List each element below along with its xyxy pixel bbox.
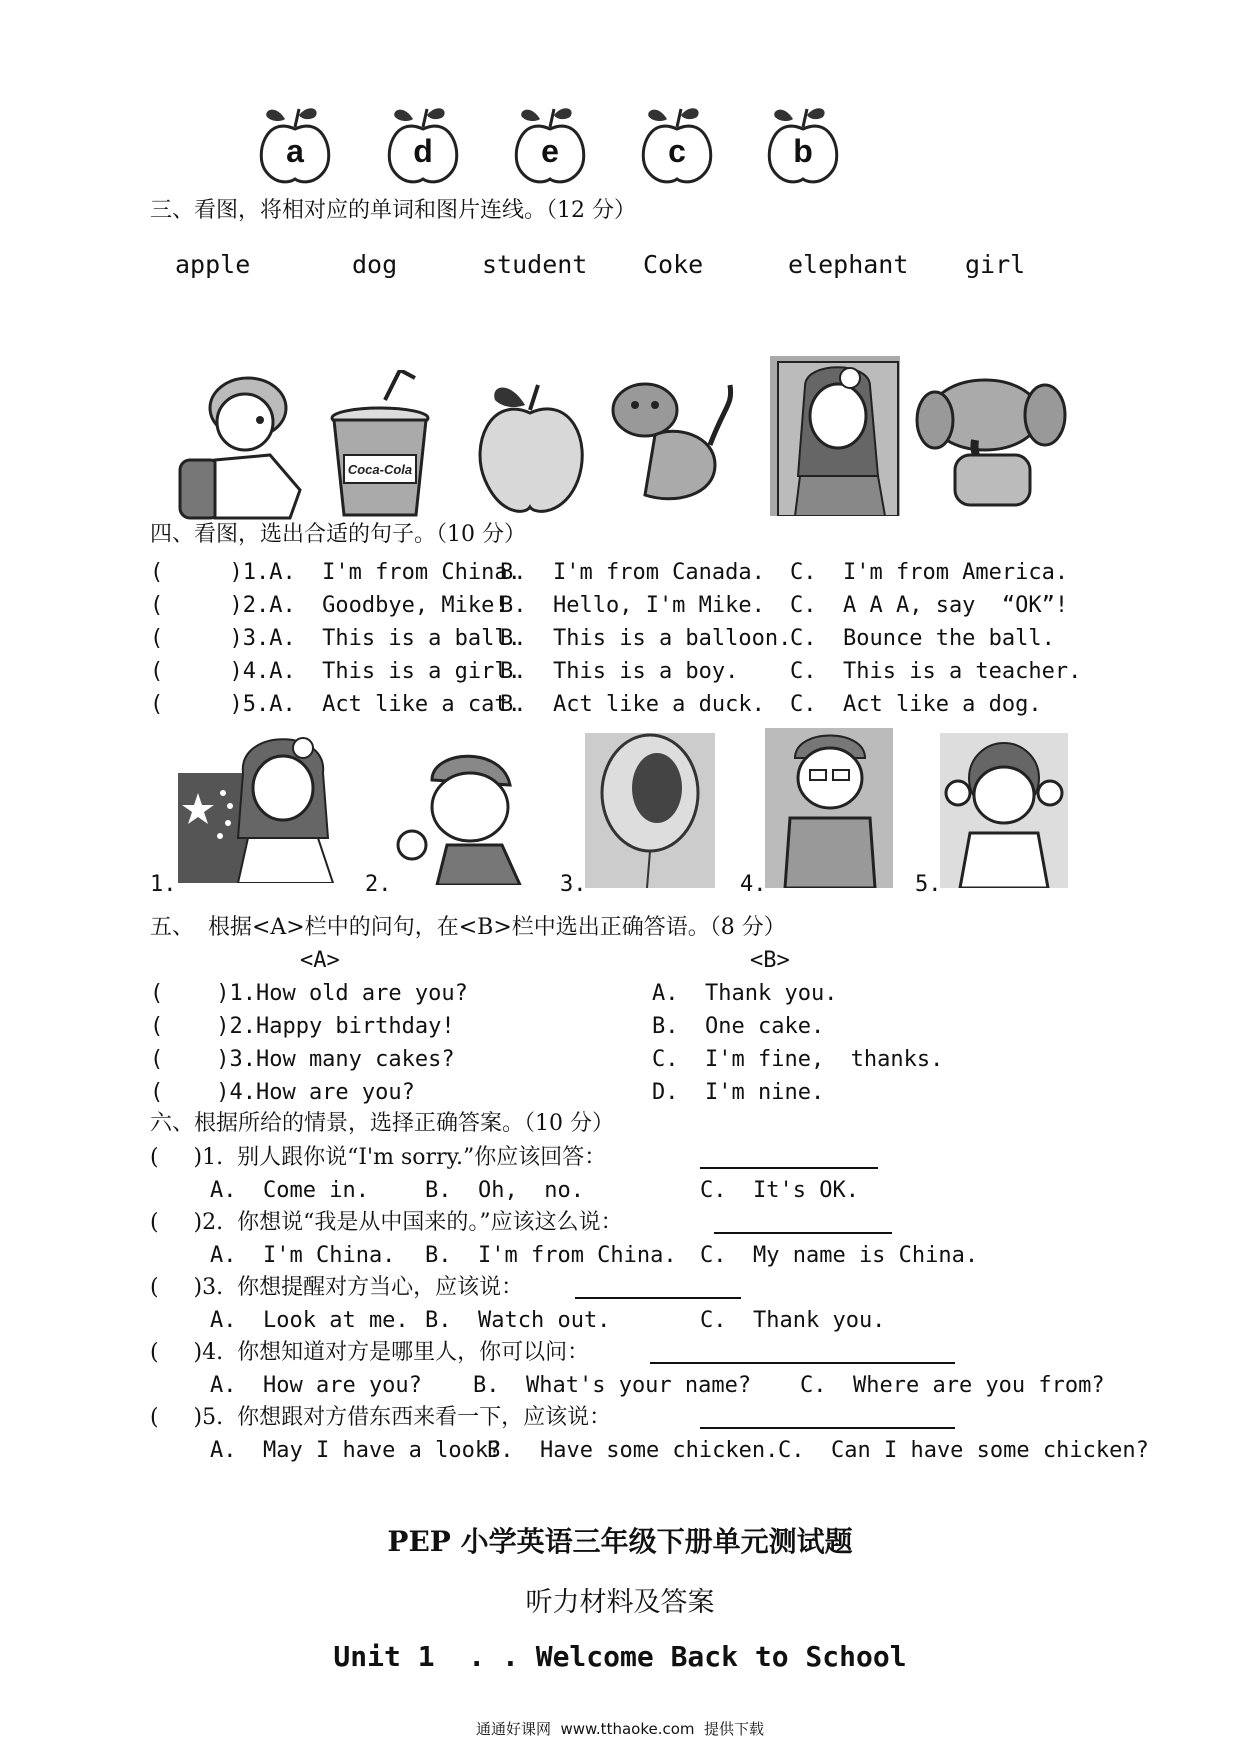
s4-item-3-b: B. This is a balloon.: [500, 626, 792, 651]
s6-option-3-c: C. Thank you.: [700, 1308, 886, 1333]
s6-option-1-a: A. Come in.: [210, 1178, 369, 1203]
s6-option-2-b: B. I'm from China.: [425, 1243, 677, 1268]
s5-answer-4: D. I'm nine.: [652, 1080, 825, 1105]
s4-item-3-q: ( )3.A. This is a ball.: [150, 626, 521, 651]
coke-cup-picture: [330, 370, 430, 520]
column-a-label: <A>: [300, 948, 340, 973]
s6-question-2: ( )2. 你想说“我是从中国来的。”应该这么说：: [150, 1210, 623, 1235]
document-subtitle: 听力材料及答案: [525, 1587, 715, 1618]
s6-option-1-c: C. It's OK.: [700, 1178, 859, 1203]
apple-letter-text: c: [668, 133, 686, 169]
s4-item-1-b: B. I'm from Canada.: [500, 560, 765, 585]
s5-question-2: ( )2.Happy birthday!: [150, 1014, 455, 1039]
s6-option-4-b: B. What's your name?: [473, 1373, 752, 1398]
boy-ears-picture: [940, 733, 1068, 888]
s4-item-4-c: C. This is a teacher.: [790, 659, 1082, 684]
section6-heading: 六、根据所给的情景，选择正确答案。（10 分）: [150, 1111, 614, 1136]
s6-answer-blank[interactable]: [714, 1232, 892, 1234]
page-footer: 通通好课网 www.tthaoke.com 提供下载: [475, 1720, 765, 1738]
picture-number-5: 5.: [915, 872, 942, 897]
china-girl-picture: [178, 728, 343, 883]
s6-option-1-b: B. Oh, no.: [425, 1178, 584, 1203]
s4-item-2-c: C. A A A, say “OK”!: [790, 593, 1069, 618]
s5-answer-2: B. One cake.: [652, 1014, 825, 1039]
s4-item-5-b: B. Act like a duck.: [500, 692, 765, 717]
apple-letter-text: b: [793, 133, 813, 169]
dog-picture: [605, 365, 735, 515]
s6-option-5-a: A. May I have a look?: [210, 1438, 502, 1463]
s6-option-5-c: C. Can I have some chicken?: [778, 1438, 1149, 1463]
word-coke: Coke: [643, 250, 704, 279]
word-girl: girl: [965, 250, 1026, 279]
s6-option-2-c: C. My name is China.: [700, 1243, 979, 1268]
section4-heading: 四、看图，选出合适的句子。（10 分）: [150, 522, 526, 547]
column-b-label: <B>: [750, 948, 790, 973]
apple-letter-3: [510, 105, 590, 185]
s6-option-4-a: A. How are you?: [210, 1373, 422, 1398]
picture-number-2: 2.: [365, 872, 392, 897]
s5-question-4: ( )4.How are you?: [150, 1080, 415, 1105]
word-apple: apple: [175, 250, 251, 279]
s6-option-3-a: A. Look at me.: [210, 1308, 409, 1333]
section3-heading: 三、看图，将相对应的单词和图片连线。（12 分）: [150, 198, 636, 223]
word-dog: dog: [352, 250, 398, 279]
word-elephant: elephant: [788, 250, 909, 279]
apple-letter-4: [637, 105, 717, 185]
picture-number-1: 1.: [150, 872, 177, 897]
teacher-picture: [765, 728, 893, 888]
s6-option-5-b: B. Have some chicken.: [487, 1438, 779, 1463]
picture-number-3: 3.: [560, 872, 587, 897]
s6-answer-blank[interactable]: [700, 1427, 955, 1429]
s6-question-4: ( )4. 你想知道对方是哪里人，你可以问：: [150, 1340, 590, 1365]
document-title: PEP 小学英语三年级下册单元测试题: [387, 1525, 853, 1558]
coke-cup-label: Coca-Cola: [347, 462, 413, 477]
s5-question-3: ( )3.How many cakes?: [150, 1047, 455, 1072]
apple-letter-1: [255, 105, 335, 185]
s5-answer-3: C. I'm fine, thanks.: [652, 1047, 944, 1072]
s4-item-4-b: B. This is a boy.: [500, 659, 739, 684]
s5-answer-1: A. Thank you.: [652, 981, 838, 1006]
student-picture: [170, 360, 305, 520]
ok-boy-picture: [392, 745, 522, 885]
section5-heading: 五、 根据<A>栏中的问句，在<B>栏中选出正确答语。（8 分）: [150, 915, 786, 940]
apple-letter-text: e: [541, 133, 559, 169]
s4-item-3-c: C. Bounce the ball.: [790, 626, 1055, 651]
apple-letter-text: a: [286, 133, 304, 169]
apple-letter-text: d: [413, 133, 433, 169]
s4-item-2-b: B. Hello, I'm Mike.: [500, 593, 765, 618]
s4-item-5-c: C. Act like a dog.: [790, 692, 1042, 717]
s5-question-1: ( )1.How old are you?: [150, 981, 468, 1006]
unit-title: Unit 1 . . Welcome Back to School: [333, 1640, 907, 1673]
s6-option-4-c: C. Where are you from?: [800, 1373, 1105, 1398]
s6-option-2-a: A. I'm China.: [210, 1243, 396, 1268]
s4-item-1-c: C. I'm from America.: [790, 560, 1069, 585]
apple-picture: [470, 375, 590, 520]
s4-item-4-q: ( )4.A. This is a girl.: [150, 659, 521, 684]
s6-answer-blank[interactable]: [650, 1362, 955, 1364]
apple-letter-2: [383, 105, 463, 185]
s4-item-5-q: ( )5.A. Act like a cat.: [150, 692, 521, 717]
apple-letter-5: [763, 105, 843, 185]
s4-item-2-q: ( )2.A. Goodbye, Mike!: [150, 593, 508, 618]
s6-question-1: ( )1. 别人跟你说“I'm sorry.”你应该回答：: [150, 1145, 607, 1170]
s6-answer-blank[interactable]: [700, 1167, 878, 1169]
s6-answer-blank[interactable]: [575, 1297, 741, 1299]
s6-option-3-b: B. Watch out.: [425, 1308, 611, 1333]
s4-item-1-q: ( )1.A. I'm from China.: [150, 560, 521, 585]
girl-picture: [770, 356, 900, 516]
s6-question-3: ( )3. 你想提醒对方当心，应该说：: [150, 1275, 524, 1300]
balloon-picture: [585, 733, 715, 888]
word-student: student: [482, 250, 588, 279]
s6-question-5: ( )5. 你想跟对方借东西来看一下，应该说：: [150, 1405, 612, 1430]
elephant-picture: [915, 370, 1070, 510]
picture-number-4: 4.: [740, 872, 767, 897]
